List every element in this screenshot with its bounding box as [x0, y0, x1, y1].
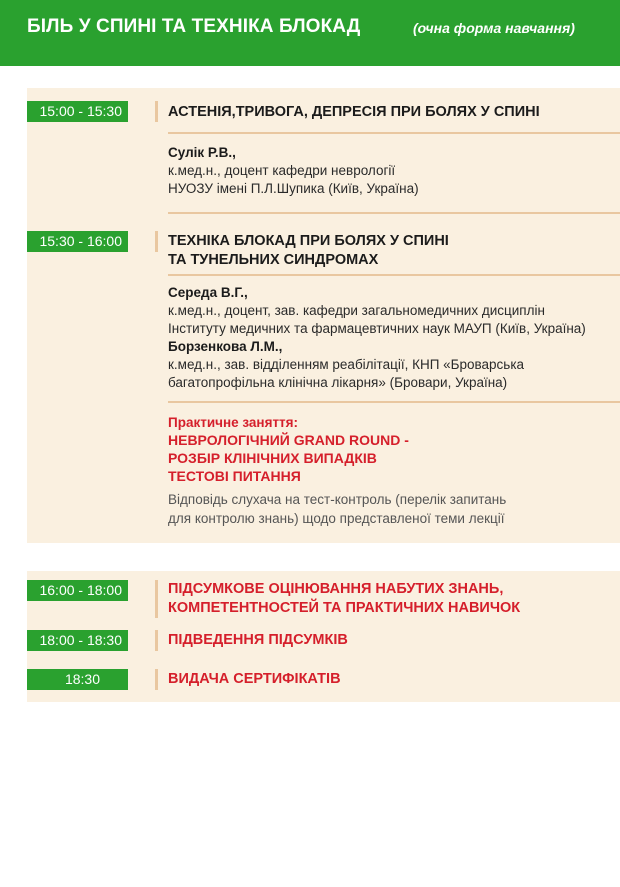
divider — [168, 274, 620, 276]
session-title — [168, 580, 520, 618]
session-title-line: ТА ТУНЕЛЬНИХ СИНДРОМАХ — [168, 252, 379, 268]
accent-bar — [155, 231, 158, 252]
closing-panel — [27, 571, 620, 702]
session-time: 15:00 - 15:30 — [27, 101, 128, 122]
speaker-details: к.мед.н., доцент, зав. кафедри загальномедичних дисциплін — [168, 303, 545, 318]
speaker-details: багатопрофільна клінічна лікарня» (Бровари, Україна) — [168, 375, 508, 390]
session-title-line: ПІДСУМКОВЕ ОЦІНЮВАННЯ НАБУТИХ ЗНАНЬ, — [168, 581, 504, 597]
practice-title-line: НЕВРОЛОГІЧНИЙ GRAND ROUND - — [168, 432, 409, 448]
page-subtitle: (очна форма навчання) — [413, 20, 575, 36]
session-time: 18:30 — [27, 669, 128, 690]
accent-bar — [155, 101, 158, 122]
practice-label: Практичне заняття: — [168, 415, 299, 430]
session-title: АСТЕНІЯ,ТРИВОГА, ДЕПРЕСІЯ ПРИ БОЛЯХ У СПИНІ — [168, 104, 540, 120]
practice-title-line: ТЕСТОВІ ПИТАННЯ — [168, 468, 301, 484]
page-title: БІЛЬ У СПИНІ ТА ТЕХНІКА БЛОКАД — [27, 16, 361, 37]
speaker-details: к.мед.н., доцент кафедри неврології — [168, 163, 396, 178]
divider — [168, 212, 620, 214]
session-title-line: КОМПЕТЕНТНОСТЕЙ ТА ПРАКТИЧНИХ НАВИЧОК — [168, 600, 521, 616]
speaker — [168, 284, 586, 392]
practice-note-line: Відповідь слухача на тест-контроль (перелік запитань — [168, 492, 507, 507]
session-title: ПІДВЕДЕННЯ ПІДСУМКІВ — [168, 632, 348, 648]
session-time: 18:00 - 18:30 — [27, 630, 128, 651]
practice-note — [168, 490, 506, 528]
divider — [168, 132, 620, 134]
accent-bar — [155, 630, 158, 651]
speaker-name: Середа В.Г., — [168, 285, 248, 300]
practice-title-line: РОЗБІР КЛІНІЧНИХ ВИПАДКІВ — [168, 450, 377, 466]
speaker-name: Борзенкова Л.М., — [168, 339, 283, 354]
practice-title — [168, 431, 409, 485]
speaker — [168, 144, 419, 198]
session-title: ВИДАЧА СЕРТИФІКАТІВ — [168, 671, 341, 687]
speaker-details: НУОЗУ імені П.Л.Шупика (Київ, Україна) — [168, 181, 419, 196]
speaker-details: Інституту медичних та фармацевтичних наук МАУП (Київ, Україна) — [168, 321, 586, 336]
lecture-panel — [27, 88, 620, 543]
speaker-details: к.мед.н., зав. відділенням реабілітації, КНП «Броварська — [168, 357, 525, 372]
accent-bar — [155, 580, 158, 618]
divider — [168, 401, 620, 403]
practice-note-line: для контролю знань) щодо представленої теми лекції — [168, 511, 505, 526]
speaker-name: Сулік Р.В., — [168, 145, 236, 160]
accent-bar — [155, 669, 158, 690]
session-time: 16:00 - 18:00 — [27, 580, 128, 601]
session-time: 15:30 - 16:00 — [27, 231, 128, 252]
session-title-line: ТЕХНІКА БЛОКАД ПРИ БОЛЯХ У СПИНІ — [168, 233, 449, 249]
session-title — [168, 232, 449, 270]
page-header — [0, 0, 620, 66]
